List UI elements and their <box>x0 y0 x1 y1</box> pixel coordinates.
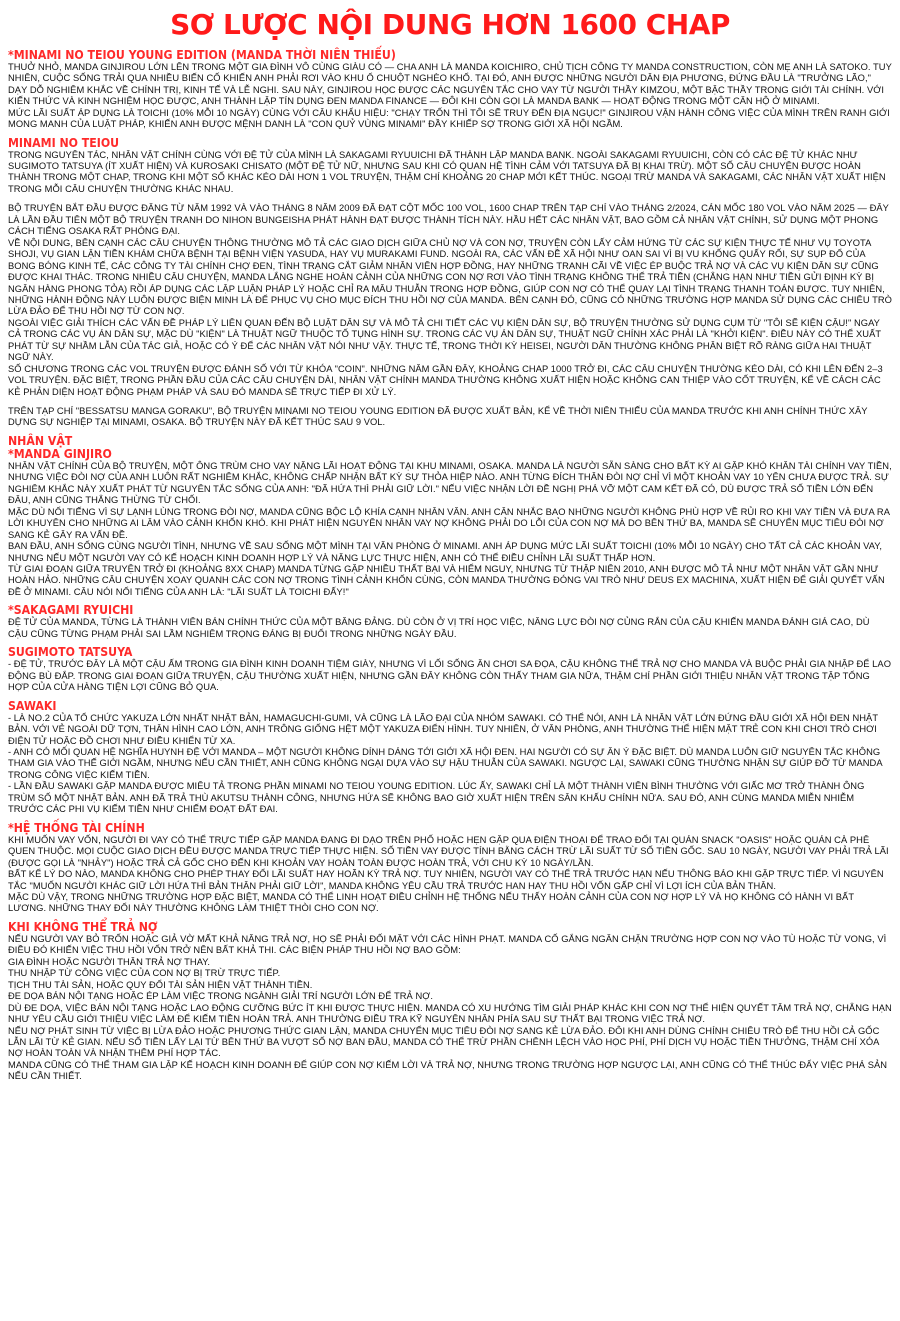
section-minami-no-teiou <box>8 137 892 429</box>
section-sakagami <box>8 604 892 640</box>
paragraph: BỘ TRUYỆN BẮT ĐẦU ĐƯỢC ĐĂNG TỪ NĂM 1992 VÀ VÀO THÁNG 8 NĂM 2009 ĐÃ ĐẠT CỘT MỐC 100 VOL, 1600 CHAP TRÊN TẠP CHÍ VÀO THÁNG 2/2024, CÁN MỐC 180 VOL VÀO NĂM 2025 — ĐÂY LÀ LẦN ĐẦU TIÊN MỘT BỘ TRUYỆN TRANH DO NIHON BUNGEISHA PHÁT HÀNH ĐẠT ĐƯỢC THÀNH TÍCH NÀY. HẦU HẾT CÁC NHÂN VẬT, BAO GỒM CẢ NHÂN VẬT CHÍNH, SỬ DỤNG MỘT PHONG CÁCH TIẾNG OSAKA RẤT PHÓNG ĐẠI. <box>8 203 889 237</box>
section-young-edition <box>8 49 892 131</box>
section-heading: NHÂN VẬT <box>8 433 73 448</box>
section-heading: KHI KHÔNG THỂ TRẢ NỢ <box>8 919 158 934</box>
paragraph: MANDA CŨNG CÓ THỂ THAM GIA LẬP KẾ HOẠCH KINH DOANH ĐỂ GIÚP CON NỢ KIẾM LỜI VÀ TRẢ NỢ, NHƯNG TRONG TRƯỜNG HỢP NGƯỢC LẠI, ANH CŨNG CÓ THỂ THÚC ĐẨY VIỆC PHÁ SẢN NẾU CẦN THIẾT. <box>8 1059 888 1082</box>
section-characters <box>8 435 892 598</box>
section-heading: *HỆ THỐNG TÀI CHÍNH <box>8 820 145 835</box>
section-sugimoto <box>8 646 892 693</box>
paragraph: MỨC LÃI SUẤT ÁP DỤNG LÀ TOICHI (10% MỖI 10 NGÀY) CÙNG VỚI CÂU KHẨU HIỆU: "CHẠY TRỐN THÌ TÔI SẼ TRUY ĐẾN ĐỊA NGỤC!" GINJIROU VẬN HÀNH CÔNG VIỆC CỦA MÌNH TRÊN RANH GIỚI MONG MANH CỦA LUẬT PHÁP, KHIẾN ANH ĐƯỢC MỆNH DANH LÀ "CON QUỶ VÙNG MINAMI" ĐẦY KHIẾP SỢ TRONG GIỚI XÃ HỘI NGẦM. <box>8 107 890 130</box>
paragraph: BAN ĐẦU, ANH SỐNG CÙNG NGƯỜI TÌNH, NHƯNG VỀ SAU SỐNG MỘT MÌNH TẠI VĂN PHÒNG Ở MINAMI. ANH ÁP DỤNG MỨC LÃI SUẤT TOICHI (10% MỖI 10 NGÀY) CHO TẤT CẢ CÁC KHOẢN VAY, NHƯNG NẾU MỘT NGƯỜI VAY CÓ KẾ HOẠCH KINH DOANH HỢP LÝ VÀ NĂNG LỰC THỰC HIỆN, ANH CÓ THỂ ĐIỀU CHỈNH LÃI SUẤT THẤP HƠN. <box>8 541 883 563</box>
paragraph: - ĐỆ TỬ, TRƯỚC ĐÂY LÀ MỘT CẬU ẤM TRONG GIA ĐÌNH KINH DOANH TIỆM GIÀY, NHƯNG VÌ LỐI SỐNG ĂN CHƠI SA ĐỌA, CẬU KHÔNG THỂ TRẢ NỢ CHO MANDA VÀ BUỘC PHẢI GIA NHẬP ĐỂ LAO ĐỘNG BÙ ĐẮP. TRONG GIAI ĐOẠN GIỮA TRUYỆN, CẬU THƯỜNG XUẤT HIỆN, NHƯNG GẦN ĐÂY KHÔNG CÒN THẤY THAM GIA NỮA, THẬM CHÍ PHẦN GIỚI THIỆU NHÂN VẬT TRONG TẬP TỔNG HỢP CỦA CỬA HÀNG TIỆN LỢI CŨNG BỎ QUA. <box>8 659 892 693</box>
paragraph: - LẦN ĐẦU SAWAKI GẶP MANDA ĐƯỢC MIÊU TẢ TRONG PHẦN MINAMI NO TEIOU YOUNG EDITION. LÚC ẤY, SAWAKI CHỈ LÀ MỘT THÀNH VIÊN BÌNH THƯỜNG VỚI GIẤC MƠ TRỞ THÀNH ÔNG TRÙM SỐ MỘT NHẬT BẢN. ANH ĐÃ TRẢ THÙ AKUTSU THÀNH CÔNG, NHƯNG HỨA SẼ KHÔNG BAO GIỜ XUẤT HIỆN TRÊN SÂN KHẤU CHÍNH NỮA. SAU ĐÓ, ANH CÙNG MANDA MIỄN NHIỄM TRƯỚC CÁC PHI VỤ KIẾM TIỀN NHƯ CHIẾM ĐOẠT ĐẤT ĐAI. <box>8 781 865 815</box>
paragraph: ĐỆ TỬ CỦA MANDA, TỪNG LÀ THÀNH VIÊN BÁN CHÍNH THỨC CỦA MỘT BĂNG ĐẢNG. DÙ CÒN Ở VỊ TRÍ HỌC VIỆC, NĂNG LỰC ĐÒI NỢ CỦNG RẮN CỦA CẬU KHIẾN MANDA ĐÁNH GIÁ CAO, DÙ CẬU CŨNG TỪNG PHẠM PHẢI SAI LẦM NGHIÊM TRỌNG ĐÁNG BỊ ĐUỔI TRONG NHỮNG NGÀY ĐẦU. <box>8 617 870 639</box>
paragraph: - LÀ NO.2 CỦA TỔ CHỨC YAKUZA LỚN NHẤT NHẬT BẢN, HAMAGUCHI-GUMI, VÀ CŨNG LÀ LÃO ĐẠI CỦA NHÓM SAWAKI. CÓ THỂ NÓI, ANH LÀ NHÂN VẬT LỚN ĐỨNG ĐẦU GIỚI XÃ HỘI ĐEN NHẬT BẢN. VỚI VẺ NGOÀI DỮ TỢN, THÂN HÌNH CAO LỚN, ANH TRÔNG GIỐNG HỆT MỘT YAKUZA ĐIỂN HÌNH. TUY NHIÊN, Ở VĂN PHÒNG, ANH THƯỜNG THỂ HIỆN MẶT TRẺ CON KHI CHƠI TRÒ CHƠI ĐIỆN TỬ HOẶC ĐỒ CHƠI NHƯ ĐIỀU KHIỂN TỪ XA. <box>8 712 878 746</box>
paragraph: THUỞ NHỎ, MANDA GINJIROU LỚN LÊN TRONG MỘT GIA ĐÌNH VÔ CÙNG GIÀU CÓ — CHA ANH LÀ MANDA KOICHIRO, CHỦ TỊCH CÔNG TY MANDA CONSTRUCTION, CÒN MẸ ANH LÀ SATOKO. TUY NHIÊN, CUỘC SỐNG TRẢI QUA NHIỀU BIẾN CỐ KHIẾN ANH PHẢI RƠI VÀO KHU Ổ CHUỘT NGHÈO KHỔ. TẠI ĐÓ, ANH ĐƯỢC NHỮNG NGƯỜI DÂN ĐỊA PHƯƠNG, ĐỨNG ĐẦU LÀ "TRƯỞNG LÃO," DẠY DỖ NGHIÊM KHẮC VỀ CHÍNH TRỊ, KINH TẾ VÀ LỄ NGHI. SAU NÀY, GINJIROU HỌC ĐƯỢC CÁC NGUYÊN TẮC CHO VAY TỪ NGƯỜI THẦY KIMZOU, MỘT BẬC THẦY TRONG GIỚI TÀI CHÍNH. VỚI KIẾN THỨC VÀ KINH NGHIỆM HỌC ĐƯỢC, ANH THÀNH LẬP TÍN DỤNG ĐEN MANDA FINANCE — ĐÔI KHI CÒN GỌI LÀ MANDA BANK — HOẠT ĐỘNG TRONG MỘT CĂN HỘ Ở MINAMI. <box>8 61 892 107</box>
paragraph: NẾU NGƯỜI VAY BỎ TRỐN HOẶC GIẢ VỜ MẤT KHẢ NĂNG TRẢ NỢ, HỌ SẼ PHẢI ĐỐI MẶT VỚI CÁC HÌNH PHẠT. MANDA CỐ GẮNG NGĂN CHẶN TRƯỜNG HỢP CON NỢ VÀO TÙ HOẶC TỪ VONG, VÌ ĐIỀU ĐÓ KHIẾN VIỆC THU HỒI VỐN TRỞ NÊN BẤT KHẢ THI. CÁC BIỆN PHÁP THU HỒI NỢ BAO GỒM: <box>8 933 887 956</box>
list-item: THU NHẬP TỪ CÔNG VIỆC CỦA CON NỢ BỊ TRỪ TRỰC TIẾP. <box>8 968 281 979</box>
paragraph: NGOÀI VIỆC GIẢI THÍCH CÁC VẤN ĐỀ PHÁP LÝ LIÊN QUAN ĐẾN BỘ LUẬT DÂN SỰ VÀ MÔ TẢ CHI TIẾT CÁC VỤ KIỆN DÂN SỰ, BỘ TRUYỆN THƯỜNG SỬ DỤNG CỤM TỪ "TÔI SẼ KIỆN CẬU!" NGAY CẢ TRONG CÁC VỤ ÁN DÂN SỰ, MẶC DÙ "KIỆN" LÀ THUẬT NGỮ THUỘC TỐ TỤNG HÌNH SỰ. TRONG CÁC VỤ ÁN DÂN SỰ, THUẬT NGỮ CHÍNH XÁC PHẢI LÀ "KHỞI KIỆN". ĐIỀU NÀY CÓ THỂ XUẤT PHÁT TỪ SỰ NHẦM LẪN CỦA TÁC GIẢ, HOẶC CÓ Ý ĐỂ CÁC NHÂN VẬT NÓI NHƯ VẬY. THỰC TẾ, TRONG THỜI KỲ HEISEI, NGƯỜI DÂN THƯỜNG KHÔNG PHÂN BIỆT RÕ RÀNG GIỮA HAI THUẬT NGỮ NÀY. <box>8 317 881 363</box>
section-unable-to-pay <box>8 921 892 1083</box>
paragraph: DÙ ĐE DỌA, VIỆC BÁN NỘI TẠNG HOẶC LAO ĐỘNG CƯỠNG BỨC ÍT KHI ĐƯỢC THỰC HIỆN. MANDA CÓ XU HƯỚNG TÌM GIẢI PHÁP KHÁC KHI CON NỢ THỂ HIỆN QUYẾT TÂM TRẢ NỢ, CHẲNG HẠN NHƯ YÊU CẦU GIỚI THIỆU VIỆC LÀM ĐỂ KIẾM TIỀN HOÀN TRẢ. ANH THƯỜNG ĐIỀU TRA KỸ NGUYÊN NHÂN PHÍA SAU SỰ THẤT BẠI TRONG VIỆC TRẢ NỢ. <box>8 1002 892 1025</box>
paragraph: VỀ NỘI DUNG, BÊN CẠNH CÁC CÂU CHUYỆN THÔNG THƯỜNG MÔ TẢ CÁC GIAO DỊCH GIỮA CHỦ NỢ VÀ CON NỢ, TRUYỆN CÒN LẤY CẢM HỨNG TỪ CÁC SỰ KIỆN THỰC TẾ NHƯ VỤ TOYOTA SHOJI, VỤ GIAN LẬN TIỀN KHÁM CHỮA BỆNH TẠI BỆNH VIỆN YASUDA, HAY VỤ MURAKAMI FUND. NGOÀI RA, CÁC VẤN ĐỀ XÃ HỘI NHƯ OAN SAI VÌ BỊ VU KHỐNG QUẤY RỐI, SỰ SỤP ĐỔ CỦA BONG BÓNG KINH TẾ, CÁC CÔNG TY TÀI CHÍNH CHỢ ĐEN, TÌNH TRẠNG CẮT GIẢM NHÂN VIÊN HỢP ĐỒNG, HAY NHỮNG TRANH CÃI VỀ VIỆC ÉP BUỘC TRẢ NỢ VÀ CÁC VỤ KIỆN DÂN SỰ CŨNG ĐƯỢC KHAI THÁC. TRONG NHIỀU CÂU CHUYỆN, MANDA LẮNG NGHE HOÀN CẢNH CỦA NHỮNG CON NỢ RƠI VÀO TÌNH TRẠNG KHÔNG THỂ TRẢ TIỀN (CHẲNG HẠN NHƯ TIỀN GỬI ĐỊNH KỲ BỊ NGÂN HÀNG PHONG TỎA) RỒI ÁP DỤNG CÁC LẬP LUẬN PHÁP LÝ HOẶC CHỈ RA MÂU THUẪN TRONG HỢP ĐỒNG, GIÚP CON NỢ CÓ THỂ QUAY LẠI TÌNH TRẠNG THANH TOÁN ĐƯỢC. TUY NHIÊN, NHỮNG HÀNH ĐỘNG NÀY LUÔN ĐƯỢC BIỆN MINH LÀ ĐỂ PHỤC VỤ CHO MỤC ĐÍCH THU HỒI NỢ CỦA MANDA. BÊN CẠNH ĐÓ, CŨNG CÓ NHỮNG TRƯỜNG HỢP MANDA SỬ DỤNG CÁC CHIÊU TRÒ LỪA ĐẢO ĐỂ THU HỒI NỢ TỪ CON NỢ. <box>8 237 892 317</box>
section-sawaki <box>8 700 892 816</box>
paragraph: TRONG NGUYÊN TÁC, NHÂN VẬT CHÍNH CÙNG VỚI ĐỆ TỬ CỦA MÌNH LÀ SAKAGAMI RYUUICHI ĐÃ THÀNH LẬP MANDA BANK. NGOÀI SAKAGAMI RYUUICHI, CÒN CÓ CÁC ĐỆ TỬ KHÁC NHƯ SUGIMOTO TATSUYA (ÍT XUẤT HIỆN) VÀ KUROSAKI CHISATO (MỘT ĐỆ TỬ NỮ, NHƯNG SAU KHI CÓ QUAN HỆ TÌNH CẢM VỚI TATSUYA ĐÃ BỊ KHAI TRỪ). MỘT SỐ CÂU CHUYỆN ĐƯỢC HOÀN THÀNH TRONG MỘT CHAP, TRONG KHI MỘT SỐ KHÁC KÉO DÀI HƠN 1 VOL TRUYỆN, THẬM CHÍ KHOẢNG 20 CHAP MỚI KẾT THÚC. NGOẠI TRỪ MANDA VÀ SAKAGAMI, CÁC NHÂN VẬT XUẤT HIỆN TRONG MỖI CÂU CHUYỆN THƯỜNG KHÁC NHAU. <box>8 149 886 194</box>
section-heading: *MINAMI NO TEIOU YOUNG EDITION (MANDA THỜI NIÊN THIẾU) <box>8 47 396 62</box>
paragraph: MẶC DÙ NỔI TIẾNG VÌ SỰ LẠNH LÙNG TRONG ĐÒI NỢ, MANDA CŨNG BỘC LỘ KHÍA CẠNH NHÂN VĂN. ANH CÂN NHẮC BAO NHỮNG NGƯỜI KHÔNG PHÙ HỢP VỀ RỦI RO KHI VAY TIỀN VÀ ĐƯA RA LỜI KHUYÊN CHO NHỮNG AI LÂM VÀO CẢNH KHỐN KHÓ. KHI PHÁT HIỆN NGUYÊN NHÂN VAY NỢ KHÔNG PHẢI DO LỖI CỦA CON NỢ MÀ DO BÊN THỨ BA, MANDA SẼ CHUYỂN MỤC TIÊU ĐÒI NỢ SANG KẺ GÂY RA VẤN ĐỀ. <box>8 506 890 540</box>
paragraph: BẤT KỂ LÝ DO NÀO, MANDA KHÔNG CHO PHÉP THAY ĐỔI LÃI SUẤT HAY HOÃN KỲ TRẢ NỢ. TUY NHIÊN, NGƯỜI VAY CÓ THỂ TRẢ TRƯỚC HẠN NẾU THÔNG BÁO KHI GẶP TRỰC TIẾP. VÌ NGUYÊN TẮC "MUỐN NGƯỜI KHÁC GIỮ LỜI HỨA THÌ BẢN THÂN PHẢI GIỮ LỜI", MANDA KHÔNG YÊU CẦU TRẢ TRƯỚC HAN HAY THU HỒI VỐN GẤP CHỈ VÌ LỢI ÍCH CỦA BẢN THÂN. <box>8 869 884 891</box>
page-title: SƠ LƯỢC NỘI DUNG HƠN 1600 CHAP <box>170 8 730 41</box>
list-item: TỊCH THU TÀI SẢN, HOẶC QUY ĐỔI TÀI SẢN HIỆN VẬT THÀNH TIỀN. <box>8 979 313 990</box>
character-heading-sugimoto: SUGIMOTO TATSUYA <box>8 645 133 660</box>
character-heading-sakagami: *SAKAGAMI RYUICHI <box>8 603 134 618</box>
paragraph: NHÂN VẬT CHÍNH CỦA BỘ TRUYỆN, MỘT ÔNG TRÙM CHO VAY NẶNG LÃI HOẠT ĐỘNG TẠI KHU MINAMI, OSAKA. MANDA LÀ NGƯỜI SẴN SÀNG CHO BẤT KỲ AI GẶP KHÓ KHĂN TÀI CHÍNH VAY TIỀN, NHƯNG VIỆC ĐÒI NỢ CỦA ANH LUÔN RẤT NGHIÊM KHẮC, KHÔNG CHẤP NHẬN BẤT KỲ SỰ THỎA HIỆP NÀO. ANH TỪNG ĐÍCH THÂN ĐÒI NỢ CHỈ VÌ MỘT KHOẢN VAY 10 YÊN CHƯA ĐƯỢC TRẢ. SỰ NGHIÊM KHẮC NÀY XUẤT PHÁT TỪ NGUYÊN TẮC SỐNG CỦA ANH: "ĐÃ HỨA THÌ PHẢI GIỮ LỜI." NẾU VIỆC NHẬN LỜI ĐỀ NGHỊ PHÁ VỠ MỘT CAM KẾT ĐÃ CÓ, DÙ ĐƯỢC TRẢ SỐ TIỀN LỚN ĐẾN ĐÂU, ANH CŨNG THẲNG THỪNG TỪ CHỐI. <box>8 460 892 506</box>
character-heading-sawaki: SAWAKI <box>8 698 57 713</box>
paragraph: TRÊN TẠP CHÍ "BESSATSU MANGA GORAKU", BỘ TRUYỆN MINAMI NO TEIOU YOUNG EDITION ĐÃ ĐƯỢC XUẤT BẢN, KỂ VỀ THỜI NIÊN THIẾU CỦA MANDA TRƯỚC KHI ANH CHÍNH THỨC XÂY DỰNG SỰ NGHIỆP TẠI MINAMI, OSAKA. BỘ TRUYỆN NÀY ĐÃ KẾT THÚC SAU 9 VOL. <box>8 406 868 428</box>
list-item: ĐE DỌA BÁN NỘI TẠNG HOẶC ÉP LÀM VIỆC TRONG NGÀNH GIẢI TRÍ NGƯỜI LỚN ĐỂ TRẢ NỢ. <box>8 991 433 1002</box>
paragraph: SỐ CHƯƠNG TRONG CÁC VOL TRUYỆN ĐƯỢC ĐÁNH SỐ VỚI TỪ KHÓA "COIN". NHỮNG NĂM GẦN ĐÂY, KHOẢNG CHAP 1000 TRỞ ĐI, CÁC CÂU CHUYỆN THƯỜNG KÉO DÀI, CÓ KHI LÊN ĐẾN 2–3 VOL TRUYỆN. ĐẶC BIỆT, TRONG PHẦN ĐẦU CỦA CÁC CÂU CHUYỆN DÀI, NHÂN VẬT CHÍNH MANDA THƯỜNG KHÔNG XUẤT HIỆN HOẶC KHÔNG CAN THIỆP VÀO CỐT TRUYỆN, KỂ VỀ CÁCH CÁC KẺ PHẢN DIỆN HOẠT ĐỘNG PHẠM PHÁP VÀ SAU ĐÓ MANDA SẼ TRỰC TIẾP ĐI XỬ LÝ. <box>8 363 883 397</box>
character-heading-manda: *MANDA GINJIRO <box>8 446 112 461</box>
paragraph: - ANH CÓ MỐI QUAN HỆ NGHĨA HUYNH ĐỆ VỚI MANDA – MỘT NGƯỜI KHÔNG DÍNH DÁNG TỚI GIỚI XÃ HỘI ĐEN. HAI NGƯỜI CÓ SỰ ĂN Ý ĐẶC BIỆT. DÙ MANDA LUÔN GIỮ NGUYÊN TẮC KHÔNG THAM GIA VÀO THẾ GIỚI NGẦM, NHƯNG NẾU CẦN THIẾT, ANH CŨNG KHÔNG NGẠI DỰA VÀO SỰ HẬU THUẪN CỦA SAWAKI. NGƯỢC LẠI, SAWAKI CŨNG THƯỜNG NHẬN SỰ GIÚP ĐỠ TỪ MANDA TRONG CÔNG VIỆC KIẾM TIỀN. <box>8 747 883 780</box>
section-heading: MINAMI NO TEIOU <box>8 135 120 150</box>
paragraph: TỪ GIAI ĐOẠN GIỮA TRUYỆN TRỞ ĐI (KHOẢNG 8XX CHAP) MANDA TỪNG GẶP NHIỀU THẤT BẠI VÀ HIỂM NGUY, NHƯNG TỪ THẬP NIÊN 2010, ANH ĐƯỢC MÔ TẢ NHƯ MỘT NHÂN VẬT GẦN NHƯ HOÀN HẢO. NHỮNG CÂU CHUYỆN XOAY QUANH CÁC CON NỢ TRONG TÌNH CẢNH KHỐN CÙNG, CÒN MANDA THƯỜNG ĐÓNG VAI TRÒ NHƯ DEUS EX MACHINA, XUẤT HIỆN ĐỂ GIẢI QUYẾT VẤN ĐỀ Ở MINAMI. CÂU NÓI NỔI TIẾNG CỦA ANH LÀ: "LÃI SUẤT LÀ TOICHI ĐẤY!" <box>8 564 885 597</box>
paragraph: NẾU NỢ PHÁT SINH TỪ VIỆC BỊ LỪA ĐẢO HOẶC PHƯƠNG THỨC GIAN LẬN, MANDA CHUYỂN MỤC TIÊU ĐÒI NỢ SANG KẺ LỪA ĐẢO. ĐÔI KHI ANH DÙNG CHÍNH CHIÊU TRÒ ĐỂ THU HỒI CẢ GỐC LẪN LÃI TỪ KẺ GIAN. NẾU SỐ TIỀN LẤY LẠI TỪ BÊN THỨ BA VƯỢT SỐ NỢ BAN ĐẦU, MANDA CÓ THỂ TRỪ PHẦN CHÊNH LỆCH VÀO HỌC PHÍ, PHÍ DỊCH VỤ HOẶC TIỀN THƯỞNG, THẬM CHÍ XÓA NỢ HOÀN TOÀN VÀ NHẬN THÊM PHÍ HỢP TÁC. <box>8 1025 880 1059</box>
list-item: GIA ĐÌNH HOẶC NGƯỜI THÂN TRẢ NỢ THAY. <box>8 956 211 967</box>
paragraph: MẶC DÙ VẬY, TRONG NHỮNG TRƯỜNG HỢP ĐẶC BIỆT, MANDA CÓ THỂ LINH HOẠT ĐIỀU CHỈNH HỆ THỐNG NẾU THẤY HOÀN CẢNH CỦA CON NỢ HỢP LÝ VÀ HỌ KHÔNG CÓ HÀNH VI BẤT LƯƠNG. NHỮNG THAY ĐỔI NÀY THƯỜNG KHÔNG LÀM THIỆT THÒI CHO CON NỢ. <box>8 891 854 914</box>
paragraph: KHI MUỐN VAY VỐN, NGƯỜI ĐI VAY CÓ THỂ TRỰC TIẾP GẶP MANDA ĐANG ĐI DẠO TRÊN PHỐ HOẶC HẸN GẶP QUA ĐIỆN THOẠI ĐỂ TRAO ĐỔI TẠI QUÁN SNACK "OASIS" HOẶC QUÁN CÀ PHÊ QUEN THUỘC. MỌI CUỘC GIAO DỊCH ĐỀU ĐƯỢC MANDA TRỰC TIẾP THỰC HIỆN. SỐ TIỀN VAY ĐƯỢC TÍNH BẰNG CÁCH TRỪ LÃI SUẤT TỪ SỐ TIỀN GỐC. SAU 10 NGÀY, NGƯỜI VAY PHẢI TRẢ LÃI (ĐƯỢC GỌI LÀ "NHẢY") HOẶC TRẢ CẢ GỐC CHO ĐẾN KHI KHOẢN VAY HOÀN TOÀN ĐƯỢC HOÀN TRẢ, VỚI CHU KỲ 10 NGÀY/LẦN. <box>8 834 889 868</box>
section-finance-system <box>8 822 892 915</box>
